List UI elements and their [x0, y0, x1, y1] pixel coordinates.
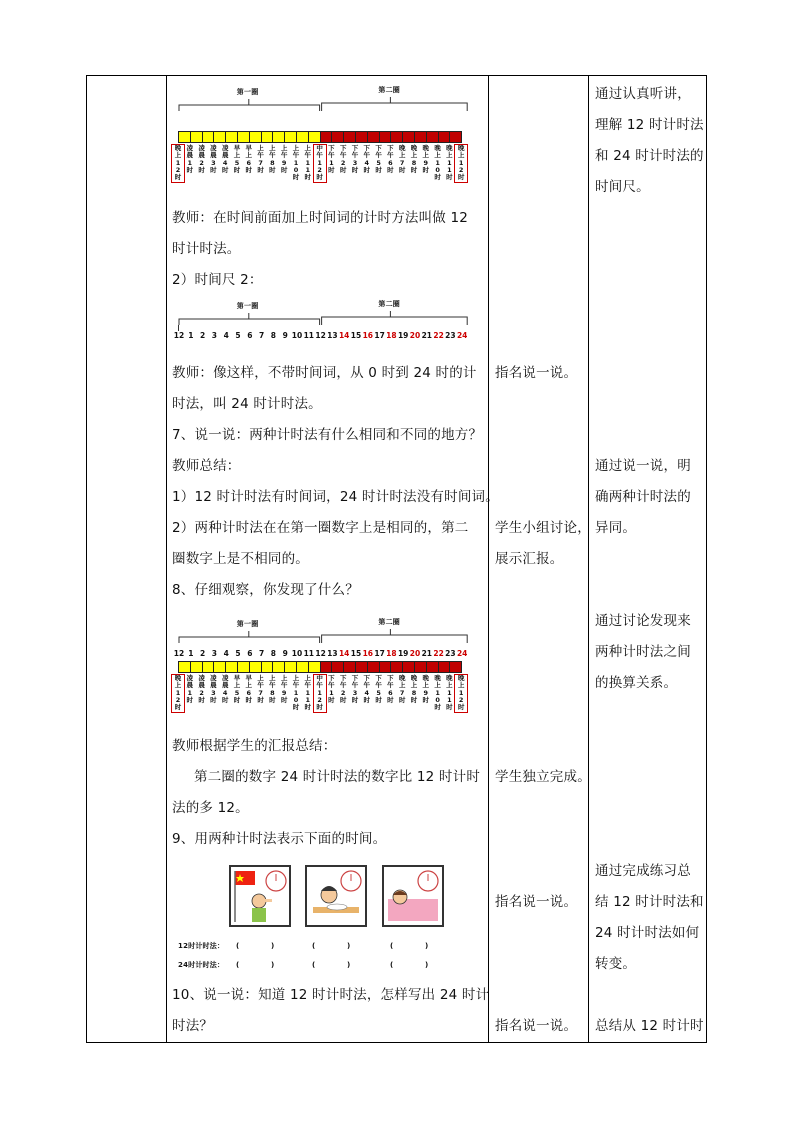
hour-number: 6 — [247, 649, 253, 658]
time-ruler-2 — [173, 297, 478, 347]
time-label: 晚 上 1 1 时 — [446, 674, 453, 712]
hour-number: 19 — [397, 649, 409, 658]
circle-brace — [178, 297, 478, 327]
hour-number: 14 — [338, 649, 350, 658]
student-text: 指名说一说。 — [495, 894, 578, 910]
time-label: 晚 上 1 2 时 — [457, 144, 465, 182]
time-label: 下 午 6 时 — [387, 674, 394, 704]
highlight-box — [454, 144, 468, 183]
time-label: 晚 上 8 时 — [410, 144, 418, 174]
time-label: 下 午 5 时 — [375, 144, 382, 174]
hour-number: 16 — [362, 331, 374, 340]
time-label: 下 午 1 时 — [328, 674, 335, 704]
first-circle-label: 第一圈 — [236, 88, 259, 96]
eating-picture — [305, 865, 367, 927]
student-text: 指名说一说。 — [495, 365, 578, 381]
time-label: 下 午 5 时 — [375, 674, 382, 704]
table-border-bottom — [86, 1042, 707, 1043]
circle-brace — [178, 83, 478, 113]
time-label: 晚 上 1 2 时 — [174, 674, 182, 712]
hour-number: 5 — [235, 649, 241, 658]
answer-blank[interactable]: ( ) — [236, 942, 275, 950]
student-text: 学生小组讨论， — [495, 520, 591, 536]
teacher-text: 时法，叫 24 时计时法。 — [172, 396, 322, 412]
hour-number: 14 — [338, 331, 350, 340]
summary-text: 圈数字上是不相同的。 — [172, 551, 309, 567]
hour-number: 20 — [409, 649, 421, 658]
table-border-left — [86, 75, 87, 1043]
hour-number: 11 — [303, 331, 315, 340]
second-circle-label: 第二圈 — [378, 86, 400, 94]
hour-number: 16 — [362, 649, 374, 658]
hour-number: 18 — [386, 649, 397, 658]
goal-text: 结 12 时计时法和 — [595, 894, 704, 910]
goal-text: 转变。 — [595, 956, 637, 972]
time-label: 晚 上 1 2 时 — [174, 144, 182, 182]
time-label: 凌 晨 2 时 — [198, 144, 205, 174]
goal-text: 理解 12 时计时法 — [595, 117, 704, 133]
answer-blank[interactable]: ( ) — [312, 961, 351, 969]
teacher-text: 教师：像这样，不带时间词，从 0 时到 24 时的计 — [172, 365, 477, 381]
hour-number: 1 — [188, 331, 194, 340]
goal-text: 通过认真听讲， — [595, 86, 691, 102]
hour-number: 2 — [199, 649, 206, 658]
answer-blank[interactable]: ( ) — [312, 942, 351, 950]
hour-number: 12 — [173, 649, 185, 658]
time-label: 早 上 6 时 — [245, 674, 253, 704]
time-label: 早 上 5 时 — [233, 144, 241, 174]
time-label: 早 上 6 时 — [245, 144, 253, 174]
time-label: 上 午 9 时 — [280, 144, 288, 174]
time-label: 下 午 2 时 — [339, 144, 347, 174]
time-label: 上 午 9 时 — [280, 674, 288, 704]
time-label: 晚 上 8 时 — [410, 674, 418, 704]
time-ruler-3 — [173, 615, 478, 725]
goal-text: 总结从 12 时计时 — [595, 1018, 704, 1034]
time-label: 凌 晨 3 时 — [210, 144, 217, 174]
goal-text: 和 24 时计时法的 — [595, 148, 704, 164]
question-text: 7、说一说：两种计时法有什么相同和不同的地方？ — [172, 427, 483, 443]
question-text: 8、仔细观察，你发现了什么？ — [172, 582, 359, 598]
time-label: 凌 晨 1 时 — [186, 144, 194, 174]
time-label: 凌 晨 4 时 — [221, 144, 229, 174]
hour-number: 8 — [270, 331, 276, 340]
hour-number: 2 — [199, 331, 206, 340]
time-label: 凌 晨 4 时 — [221, 674, 229, 704]
student-text: 指名说一说。 — [495, 1018, 578, 1034]
second-circle-label: 第二圈 — [378, 300, 400, 308]
summary-text: 第二圈的数字 24 时计时法的数字比 12 时计时 — [194, 769, 481, 785]
teacher-text: 2）时间尺 2： — [172, 272, 263, 288]
hour-number: 21 — [421, 331, 433, 340]
summary-text: 1）12 时计时法有时间词，24 时计时法没有时间词。 — [172, 489, 499, 505]
column-divider — [166, 75, 167, 1043]
time-label: 下 午 3 时 — [351, 144, 359, 174]
lesson-table — [86, 75, 707, 1043]
hour-number: 22 — [433, 331, 444, 340]
hour-number: 13 — [327, 331, 338, 340]
teacher-text: 教师根据学生的汇报总结： — [172, 738, 337, 754]
time-label: 上 午 8 时 — [269, 674, 276, 704]
exercise-label-12h: 12时计时法： — [178, 942, 225, 950]
time-label: 下 午 1 时 — [328, 144, 335, 174]
hour-number: 4 — [223, 649, 229, 658]
goal-text: 通过完成练习总 — [595, 863, 691, 879]
table-border-top — [86, 75, 707, 76]
hour-number: 12 — [315, 649, 326, 658]
first-circle-label: 第一圈 — [236, 620, 259, 628]
question-text: 9、用两种计时法表示下面的时间。 — [172, 831, 387, 847]
time-label: 上 午 1 1 时 — [304, 674, 312, 712]
answer-blank[interactable]: ( ) — [236, 961, 275, 969]
time-label: 上 午 8 时 — [269, 144, 276, 174]
student-text: 展示汇报。 — [495, 551, 564, 567]
hour-number: 3 — [211, 331, 217, 340]
first-circle-label: 第一圈 — [236, 302, 259, 310]
teacher-text: 教师：在时间前面加上时间词的计时方法叫做 12 — [172, 210, 469, 226]
sleeping-picture — [382, 865, 444, 927]
time-label: 下 午 6 时 — [387, 144, 394, 174]
answer-blank[interactable]: ( ) — [390, 961, 429, 969]
exercise-label-24h: 24时计时法： — [178, 961, 225, 969]
time-label: 上 午 1 0 时 — [292, 674, 300, 712]
answer-blank[interactable]: ( ) — [390, 942, 429, 950]
time-label: 凌 晨 1 时 — [186, 674, 194, 704]
goal-text: 24 时计时法如何 — [595, 925, 700, 941]
goal-text: 时间尺。 — [595, 179, 650, 195]
hour-number: 8 — [270, 649, 276, 658]
hour-number: 7 — [258, 649, 265, 658]
hour-number: 18 — [386, 331, 397, 340]
question-text: 10、说一说：知道 12 时计时法，怎样写出 24 时计 — [172, 987, 490, 1003]
hour-number: 10 — [291, 649, 303, 658]
second-circle-label: 第二圈 — [378, 618, 400, 626]
time-label: 早 上 5 时 — [233, 674, 241, 704]
time-label: 晚 上 1 0 时 — [434, 144, 441, 182]
goal-text: 通过说一说，明 — [595, 458, 691, 474]
hour-number: 5 — [235, 331, 241, 340]
time-label: 凌 晨 2 时 — [198, 674, 205, 704]
goal-text: 两种计时法之间 — [595, 644, 691, 660]
hour-number: 12 — [315, 331, 326, 340]
hour-number: 24 — [456, 331, 468, 340]
time-label: 晚 上 7 时 — [398, 144, 406, 174]
time-label: 晚 上 9 时 — [422, 674, 430, 704]
hour-number: 22 — [433, 649, 444, 658]
question-text: 时法？ — [172, 1018, 214, 1034]
hour-number: 11 — [303, 649, 315, 658]
hour-number: 9 — [282, 331, 288, 340]
teacher-text: 教师总结： — [172, 458, 241, 474]
highlight-box — [454, 674, 468, 713]
time-label: 上 午 7 时 — [257, 144, 264, 174]
student-text: 学生独立完成。 — [495, 769, 591, 785]
time-label: 晚 上 1 1 时 — [446, 144, 453, 182]
time-label: 上 午 1 0 时 — [292, 144, 300, 182]
time-label: 中 午 1 2 时 — [316, 674, 323, 712]
hour-number: 15 — [350, 331, 362, 340]
hour-number: 15 — [350, 649, 362, 658]
hour-number: 19 — [397, 331, 409, 340]
hour-number: 23 — [445, 649, 456, 658]
time-label: 下 午 2 时 — [339, 674, 347, 704]
hour-number: 23 — [445, 331, 456, 340]
hour-number: 7 — [258, 331, 265, 340]
summary-text: 2）两种计时法在在第一圈数字上是相同的，第二 — [172, 520, 469, 536]
summary-text: 法的多 12。 — [172, 800, 249, 816]
time-label: 上 午 1 1 时 — [304, 144, 312, 182]
hour-number: 9 — [282, 649, 288, 658]
time-label: 晚 上 1 2 时 — [457, 674, 465, 712]
hour-number: 20 — [409, 331, 421, 340]
goal-text: 异同。 — [595, 520, 637, 536]
hour-number: 6 — [247, 331, 253, 340]
time-label: 晚 上 1 0 时 — [434, 674, 441, 712]
time-label: 上 午 7 时 — [257, 674, 264, 704]
hour-number: 12 — [173, 331, 185, 340]
table-border-right — [706, 75, 707, 1043]
ruler-segment — [449, 661, 462, 673]
time-label: 晚 上 9 时 — [422, 144, 430, 174]
goal-text: 确两种计时法的 — [595, 489, 691, 505]
time-label: 中 午 1 2 时 — [316, 144, 323, 182]
column-divider — [588, 75, 589, 1043]
hour-number: 13 — [327, 649, 338, 658]
time-label: 下 午 4 时 — [363, 144, 371, 174]
teacher-text: 时计时法。 — [172, 241, 241, 257]
hour-number: 10 — [291, 331, 303, 340]
time-label: 下 午 3 时 — [351, 674, 359, 704]
hour-number: 21 — [421, 649, 433, 658]
hour-number: 17 — [374, 331, 385, 340]
time-label: 下 午 4 时 — [363, 674, 371, 704]
hour-number: 24 — [456, 649, 468, 658]
circle-brace — [178, 615, 478, 645]
goal-text: 的换算关系。 — [595, 675, 678, 691]
hour-number: 17 — [374, 649, 385, 658]
flag-salute-picture — [229, 865, 291, 927]
ruler-segment — [449, 131, 462, 143]
hour-number: 4 — [223, 331, 229, 340]
hour-number: 1 — [188, 649, 194, 658]
hour-number: 3 — [211, 649, 217, 658]
column-divider — [488, 75, 489, 1043]
time-ruler-1 — [174, 83, 478, 193]
time-label: 晚 上 7 时 — [398, 674, 406, 704]
goal-text: 通过讨论发现来 — [595, 613, 691, 629]
time-label: 凌 晨 3 时 — [210, 674, 217, 704]
